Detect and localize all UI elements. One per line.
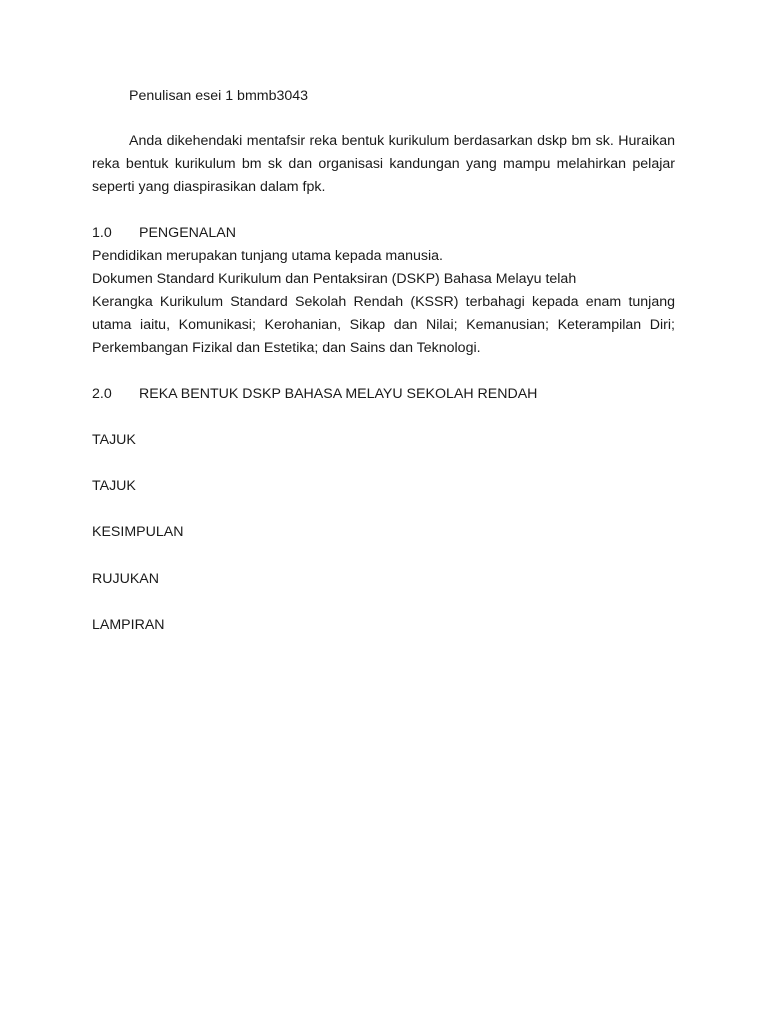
section-2-title: REKA BENTUK DSKP BAHASA MELAYU SEKOLAH RENDAH — [139, 386, 538, 402]
section-1-body — [92, 245, 675, 360]
document-title: Penulisan esei 1 bmmb3043 — [129, 88, 309, 104]
document-page — [92, 0, 675, 1024]
section-1-number: 1.0 — [92, 225, 112, 241]
section-1-paragraph: Kerangka Kurikulum Standard Sekolah Rendah (KSSR) terbahagi kepada enam tunjang utama iaitu, Komunikasi; Kerohanian, Sikap dan Nilai; Kemanusian; Keterampilan Diri; Perkembangan Fizikal dan Estetika; dan Sains dan Teknologi. — [92, 294, 675, 356]
section-1-line-2: Dokumen Standard Kurikulum dan Pentaksiran (DSKP) Bahasa Melayu telah — [92, 271, 577, 287]
section-1-line-1: Pendidikan merupakan tunjang utama kepada manusia. — [92, 248, 443, 264]
label-kesimpulan: KESIMPULAN — [92, 524, 184, 540]
label-rujukan: RUJUKAN — [92, 571, 160, 587]
label-lampiran: LAMPIRAN — [92, 617, 165, 633]
label-tajuk-2: TAJUK — [92, 478, 136, 494]
section-1-heading — [92, 222, 675, 245]
section-2-number: 2.0 — [92, 386, 112, 402]
label-tajuk-1: TAJUK — [92, 432, 136, 448]
instructions-paragraph: Anda dikehendaki mentafsir reka bentuk kurikulum berdasarkan dskp bm sk. Huraikan reka bentuk kurikulum bm sk dan organisasi kandungan yang mampu melahirkan pelajar seperti yang diaspirasikan dalam fpk. — [92, 133, 675, 195]
section-2-heading — [92, 383, 675, 406]
section-1-title: PENGENALAN — [139, 225, 236, 241]
